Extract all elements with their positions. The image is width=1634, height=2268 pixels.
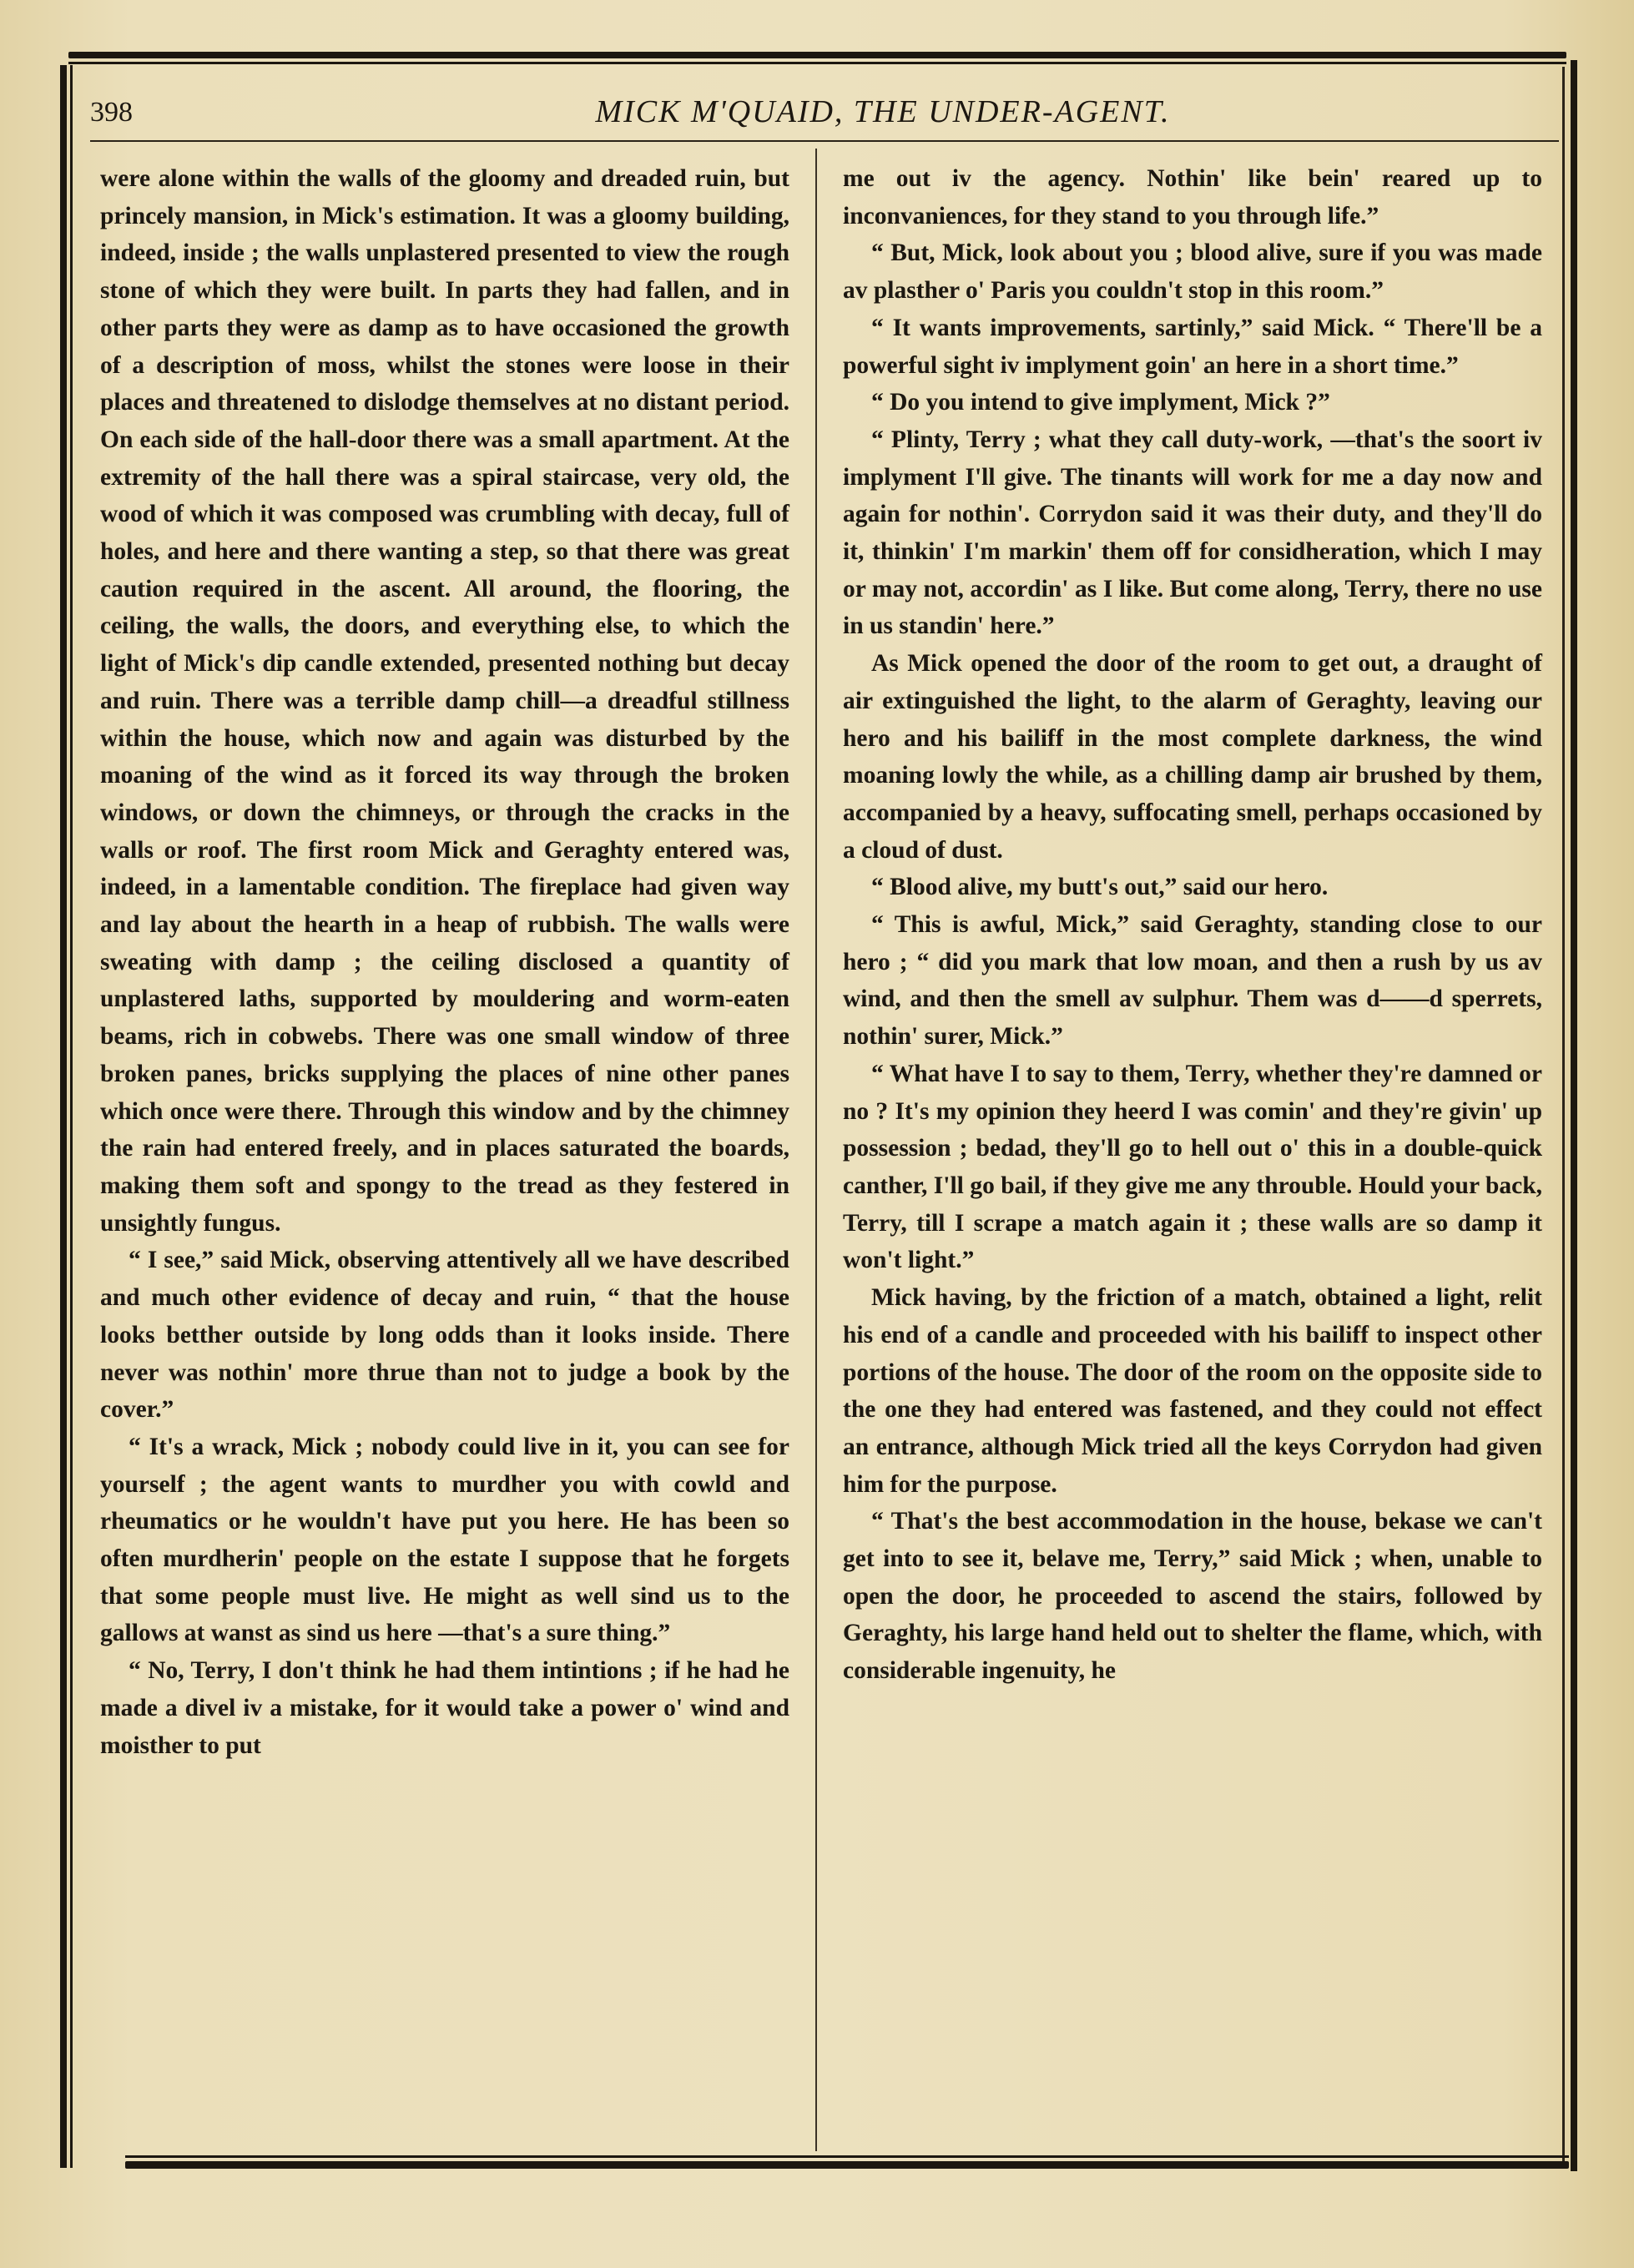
page-number: 398	[90, 97, 133, 128]
paragraph: “ No, Terry, I don't think he had them intintions ; if he had he made a divel iv a mistake, for it would take a power o' wind and moisther to put	[100, 1657, 789, 1759]
paragraph: As Mick opened the door of the room to get out, a draught of air extinguished the light, to the alarm of Geraghty, leaving our hero and his bailiff in the most complete darkness, the wind moaning lowly the while, as a chilling damp air brushed by them, accompanied by a heavy, suffocating smell, perhaps occasioned by a cloud of dust.	[843, 650, 1542, 864]
paragraph: “ Plinty, Terry ; what they call duty-work, —that's the soort iv implyment I'll give. The tinants will work for me a day now and again for nothin'. Corrydon said it was their duty, and they'll do it, thinkin' I'm markin' them off for considheration, which I may or may not, accordin' as I like. But come along, Terry, there no use in us standin' here.”	[843, 426, 1542, 640]
paragraph: “ It's a wrack, Mick ; nobody could live in it, you can see for yourself ; the agent wants to murdher you with cowld and rheumatics or he wouldn't have put you here. He has been so often murdherin' people on the estate I suppose that he forgets that some people must live. He might as well sind us to the gallows at wanst as sind us here —that's a sure thing.”	[100, 1433, 789, 1647]
paragraph: “ Do you intend to give implyment, Mick ?”	[871, 389, 1330, 416]
running-title: MICK M'QUAID, THE UNDER-AGENT.	[595, 94, 1171, 129]
paragraph: “ It wants improvements, sartinly,” said Mick. “ There'll be a powerful sight iv implyment goin' an here in a short time.”	[843, 314, 1542, 379]
paragraph: “ This is awful, Mick,” said Geraghty, standing close to our hero ; “ did you mark that low moan, and then a rush by us av wind, and then the smell av sulphur. Them was d——d sperrets, nothin' surer, Mick.”	[843, 911, 1542, 1051]
paragraph: “ Blood alive, my butt's out,” said our hero.	[871, 874, 1329, 901]
right-border-thin-rule	[1562, 67, 1565, 2161]
paragraph: “ What have I to say to them, Terry, whether they're damned or no ? It's my opinion they heerd I was comin' and they're givin' up possession ; bedad, they'll go to hell out o' this in a double-quick canther, I'll go bail, if they give me any throuble. Hould your back, Terry, till I scrape a match again it ; these walls are so damp it won't light.”	[843, 1060, 1542, 1274]
header-rule	[90, 140, 1559, 142]
paragraph: “ That's the best accommodation in the house, bekase we can't get into to see it, belave me, Terry,” said Mick ; when, unable to open the door, he proceeded to ascend the stairs, followed by Geraghty, his large hand held out to shelter the flame, which, with considerable ingenuity, he	[843, 1508, 1542, 1685]
right-border-rule	[1571, 60, 1577, 2171]
paragraph: “ But, Mick, look about you ; blood alive, sure if you was made av plasther o' Paris you couldn't stop in this room.”	[843, 239, 1542, 305]
left-border-thin-rule	[70, 65, 73, 2168]
top-double-rule	[68, 52, 1566, 65]
left-column	[100, 160, 789, 1764]
right-column	[843, 160, 1542, 1690]
page-header	[90, 90, 1559, 140]
paragraph: Mick having, by the friction of a match, obtained a light, relit his end of a candle and proceeded with his bailiff to inspect other portions of the house. The door of the room on the opposite side to the one they had entered was fastened, and they could not effect an entrance, although Mick tried all the keys Corrydon had given him for the purpose.	[843, 1284, 1542, 1498]
bottom-double-rule	[125, 2155, 1569, 2170]
paragraph: me out iv the agency. Nothin' like bein' reared up to inconvaniences, for they stand to you through life.”	[843, 165, 1542, 229]
left-border-rule	[60, 65, 67, 2168]
paragraph: “ I see,” said Mick, observing attentively all we have described and much other evidence of decay and ruin, “ that the house looks betther outside by long odds than it looks inside. There never was nothin' more thrue than not to judge a book by the cover.”	[100, 1247, 789, 1424]
paragraph: were alone within the walls of the gloomy and dreaded ruin, but princely mansion, in Mick's estimation. It was a gloomy building, indeed, inside ; the walls unplastered presented to view the rough stone of which they were built. In parts they had fallen, and in other parts they were as damp as to have occasioned the growth of a description of moss, whilst the stones were loose in their places and threatened to dislodge themselves at no distant period. On each side of the hall-door there was a small apartment. At the extremity of the hall there was a spiral staircase, very old, the wood of which it was composed was crumbling with decay, full of holes, and here and there wanting a step, so that there was great caution required in the ascent. All around, the flooring, the ceiling, the walls, the doors, and everything else, to which the light of Mick's dip candle extended, presented nothing but decay and ruin. There was a terrible damp chill—a dreadful stillness within the house, which now and again was disturbed by the moaning of the wind as it forced its way through the broken windows, or down the chimneys, or through the cracks in the walls or roof. The first room Mick and Geraghty entered was, indeed, in a lamentable condition. The fireplace had given way and lay about the hearth in a heap of rubbish. The walls were sweating with damp ; the ceiling disclosed a quantity of unplastered laths, supported by mouldering and worm-eaten beams, rich in cobwebs. There was one small window of three broken panes, bricks supplying the places of nine other panes which once were there. Through this window and by the chimney the rain had entered freely, and in places saturated the boards, making them soft and spongy to the tread as they festered in unsightly fungus.	[100, 165, 789, 1237]
column-divider	[815, 149, 817, 2151]
